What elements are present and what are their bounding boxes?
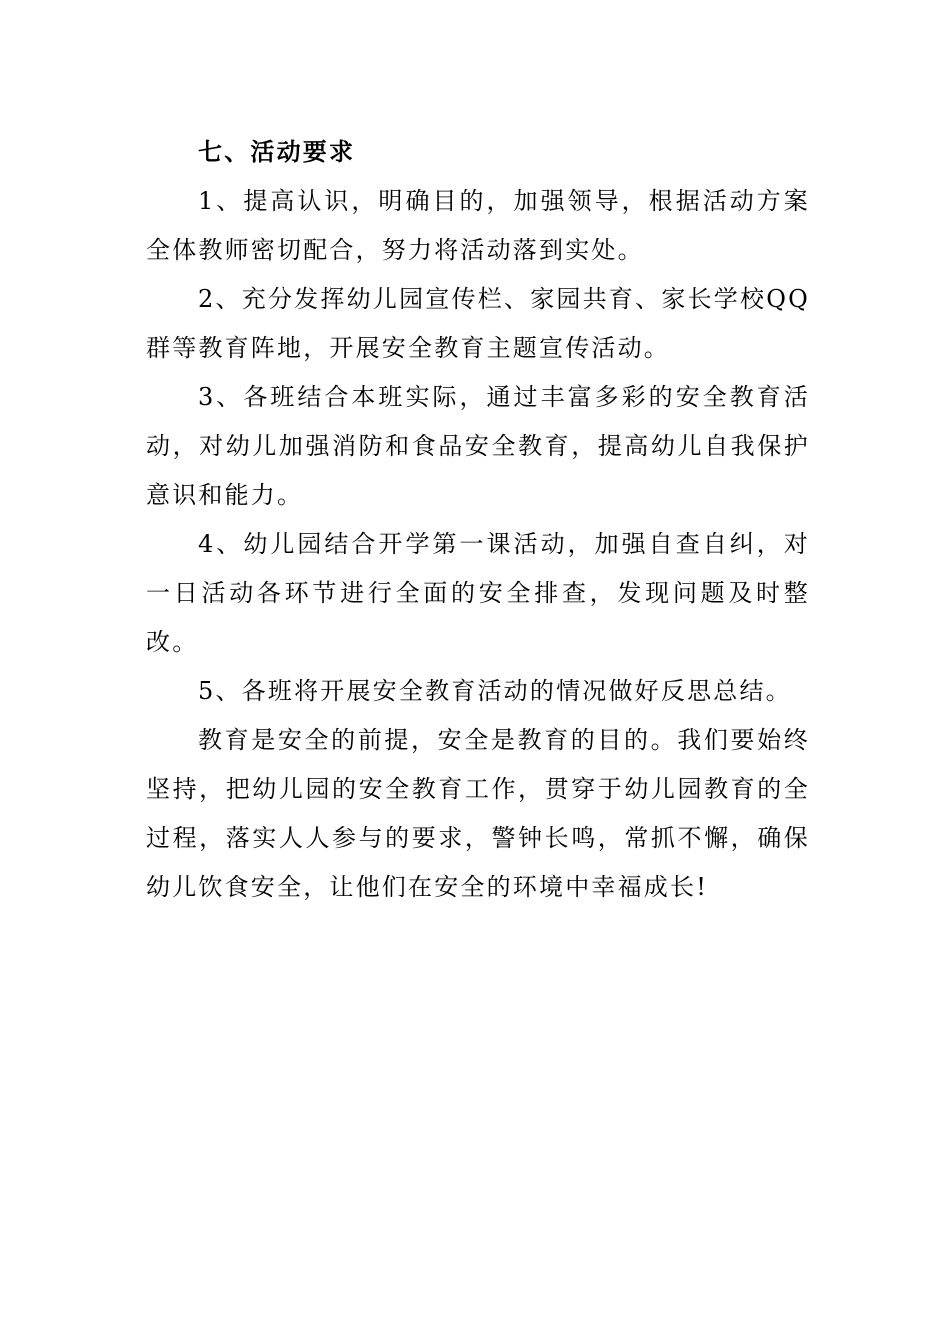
section-heading: 七、活动要求 [198,138,356,166]
paragraph-requirement-5: 5、各班将开展安全教育活动的情况做好反思总结。 [198,677,792,705]
paragraph-requirement-3: 3、各班结合本班实际，通过丰富多彩的安全教育活动，对幼儿加强消防和食品安全教育，提高幼儿自我保护意识和能力。 [146,383,810,509]
paragraph-conclusion: 教育是安全的前提，安全是教育的目的。我们要始终坚持，把幼儿园的安全教育工作，贯穿于幼儿园教育的全过程，落实人人参与的要求，警钟长鸣，常抓不懈，确保幼儿饮食安全，让他们在安全的环境中幸福成长! [146,726,810,901]
paragraph-requirement-4: 4、幼儿园结合开学第一课活动，加强自查自纠，对一日活动各环节进行全面的安全排查，发现问题及时整改。 [146,530,810,656]
document-body [146,128,810,912]
paragraph-requirement-1: 1、提高认识，明确目的，加强领导，根据活动方案全体教师密切配合，努力将活动落到实处。 [146,187,810,264]
paragraph-requirement-2: 2、充分发挥幼儿园宣传栏、家园共育、家长学校QQ群等教育阵地，开展安全教育主题宣传活动。 [146,285,810,362]
